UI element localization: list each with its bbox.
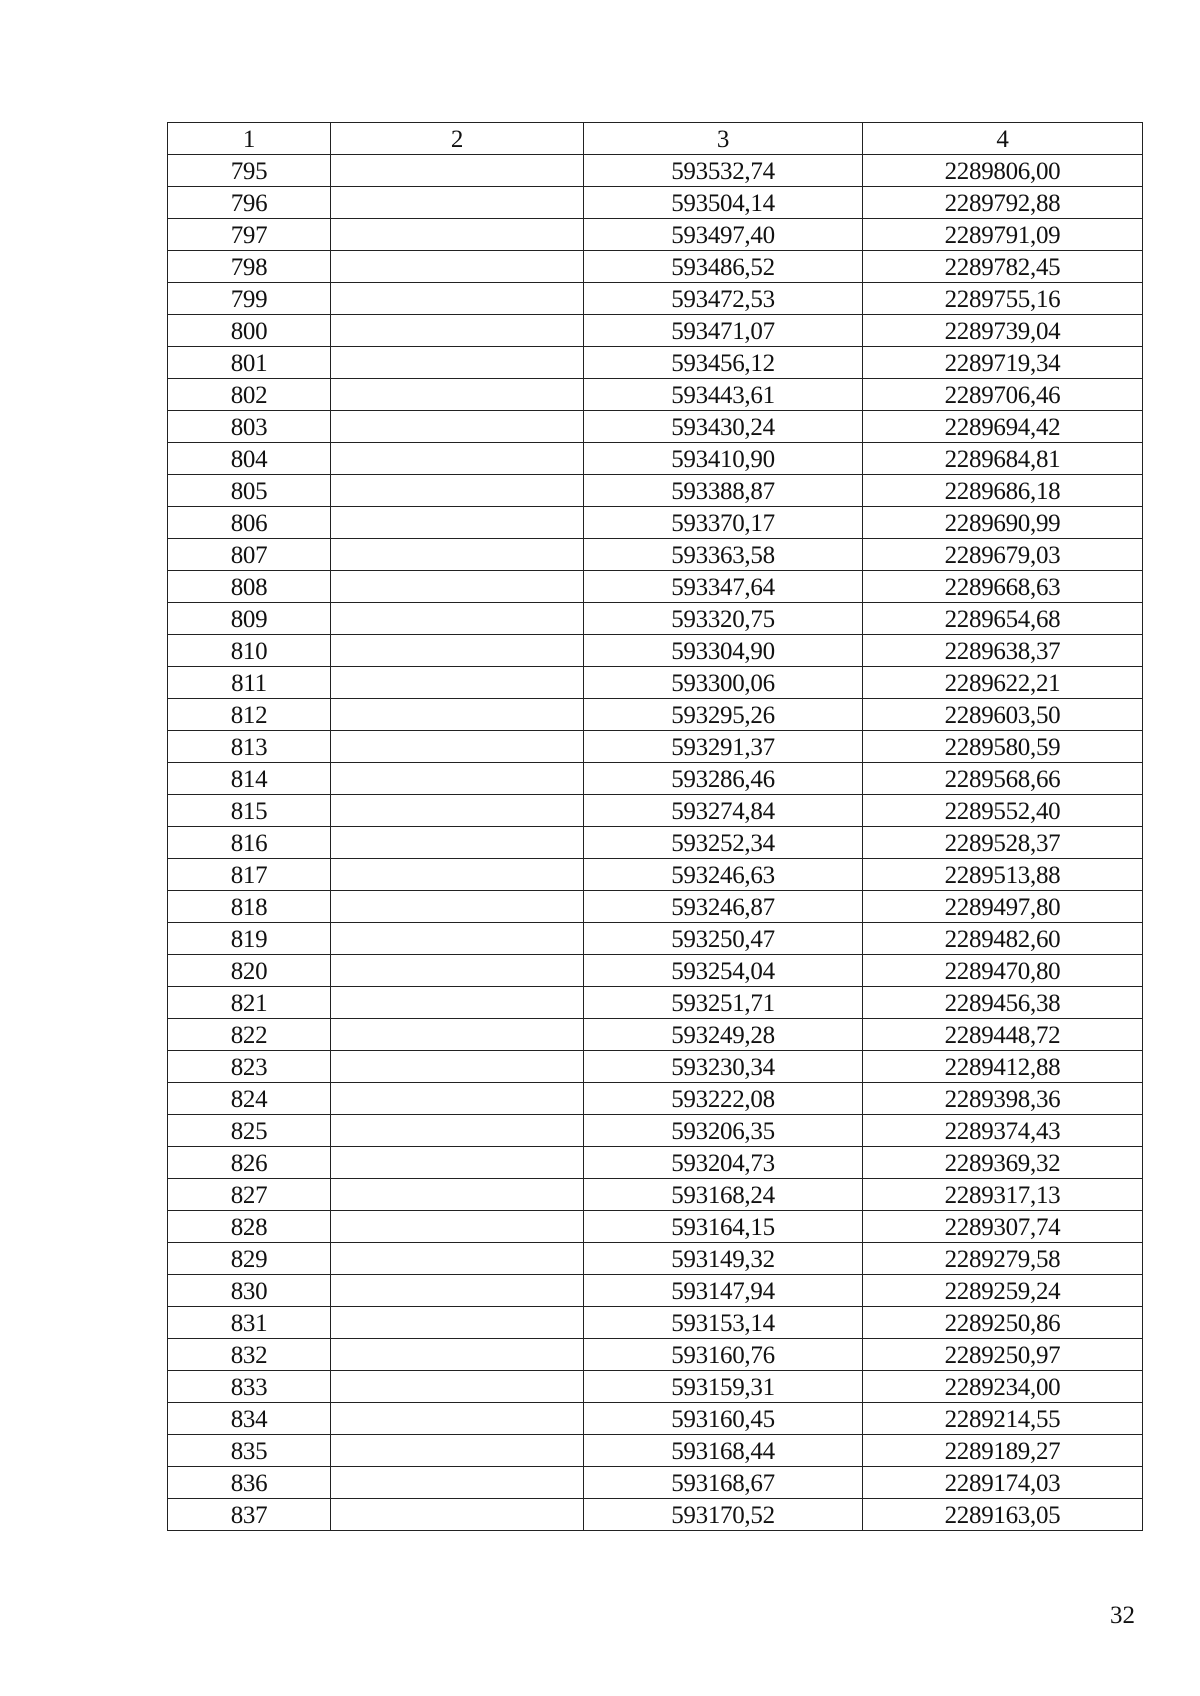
table-cell-col-1: 803 <box>168 411 331 443</box>
table-cell-col-3: 593170,52 <box>584 1499 863 1531</box>
table-cell-col-3: 593222,08 <box>584 1083 863 1115</box>
table-cell-col-1: 833 <box>168 1371 331 1403</box>
table-cell-col-4: 2289497,80 <box>863 891 1143 923</box>
table-cell-col-4: 2289580,59 <box>863 731 1143 763</box>
table-cell-col-3: 593246,87 <box>584 891 863 923</box>
table-row <box>168 315 1143 347</box>
table-row <box>168 251 1143 283</box>
table-cell-col-4: 2289791,09 <box>863 219 1143 251</box>
table-cell-col-1: 836 <box>168 1467 331 1499</box>
table-cell-col-3: 593160,76 <box>584 1339 863 1371</box>
table-cell-col-1: 820 <box>168 955 331 987</box>
table-row <box>168 539 1143 571</box>
table-cell-col-3: 593410,90 <box>584 443 863 475</box>
table-cell-col-3: 593471,07 <box>584 315 863 347</box>
table-cell-col-2 <box>331 795 584 827</box>
header-col-4: 4 <box>863 123 1143 155</box>
table-cell-col-1: 829 <box>168 1243 331 1275</box>
table-cell-col-2 <box>331 891 584 923</box>
table-cell-col-1: 830 <box>168 1275 331 1307</box>
table-row <box>168 699 1143 731</box>
table-cell-col-1: 835 <box>168 1435 331 1467</box>
table-cell-col-1: 818 <box>168 891 331 923</box>
table-cell-col-4: 2289719,34 <box>863 347 1143 379</box>
table-cell-col-1: 826 <box>168 1147 331 1179</box>
table-cell-col-4: 2289806,00 <box>863 155 1143 187</box>
table-cell-col-4: 2289568,66 <box>863 763 1143 795</box>
table-cell-col-3: 593304,90 <box>584 635 863 667</box>
table-cell-col-3: 593347,64 <box>584 571 863 603</box>
table-cell-col-3: 593300,06 <box>584 667 863 699</box>
table-cell-col-4: 2289482,60 <box>863 923 1143 955</box>
table-cell-col-4: 2289234,00 <box>863 1371 1143 1403</box>
table-row <box>168 1499 1143 1531</box>
table-cell-col-1: 801 <box>168 347 331 379</box>
table-row <box>168 443 1143 475</box>
table-cell-col-4: 2289513,88 <box>863 859 1143 891</box>
table-cell-col-3: 593230,34 <box>584 1051 863 1083</box>
header-col-1: 1 <box>168 123 331 155</box>
table-cell-col-2 <box>331 1211 584 1243</box>
table-cell-col-2 <box>331 1467 584 1499</box>
table-cell-col-3: 593532,74 <box>584 155 863 187</box>
table-row <box>168 1179 1143 1211</box>
table-cell-col-4: 2289782,45 <box>863 251 1143 283</box>
table-cell-col-1: 815 <box>168 795 331 827</box>
table-cell-col-4: 2289603,50 <box>863 699 1143 731</box>
table-cell-col-1: 817 <box>168 859 331 891</box>
table-cell-col-2 <box>331 923 584 955</box>
table-cell-col-3: 593363,58 <box>584 539 863 571</box>
table-cell-col-2 <box>331 1435 584 1467</box>
table-cell-col-4: 2289448,72 <box>863 1019 1143 1051</box>
table-cell-col-3: 593204,73 <box>584 1147 863 1179</box>
table-cell-col-4: 2289470,80 <box>863 955 1143 987</box>
table-cell-col-2 <box>331 987 584 1019</box>
table-cell-col-4: 2289189,27 <box>863 1435 1143 1467</box>
table-row <box>168 987 1143 1019</box>
table-cell-col-1: 799 <box>168 283 331 315</box>
table-cell-col-1: 812 <box>168 699 331 731</box>
table-cell-col-1: 807 <box>168 539 331 571</box>
table-row <box>168 891 1143 923</box>
table-row <box>168 379 1143 411</box>
table-cell-col-4: 2289654,68 <box>863 603 1143 635</box>
table-cell-col-2 <box>331 699 584 731</box>
table-row <box>168 1307 1143 1339</box>
table-cell-col-4: 2289792,88 <box>863 187 1143 219</box>
table-cell-col-2 <box>331 187 584 219</box>
table-cell-col-3: 593246,63 <box>584 859 863 891</box>
table-cell-col-2 <box>331 315 584 347</box>
table-cell-col-4: 2289668,63 <box>863 571 1143 603</box>
table-cell-col-1: 811 <box>168 667 331 699</box>
header-col-2: 2 <box>331 123 584 155</box>
table-body <box>168 155 1143 1531</box>
table-cell-col-2 <box>331 283 584 315</box>
table-row <box>168 667 1143 699</box>
table-cell-col-3: 593443,61 <box>584 379 863 411</box>
table-cell-col-1: 795 <box>168 155 331 187</box>
table-cell-col-2 <box>331 347 584 379</box>
table-cell-col-2 <box>331 603 584 635</box>
table-cell-col-2 <box>331 1243 584 1275</box>
table-header <box>168 123 1143 155</box>
table-cell-col-2 <box>331 1499 584 1531</box>
table-cell-col-4: 2289552,40 <box>863 795 1143 827</box>
table-cell-col-3: 593486,52 <box>584 251 863 283</box>
table-row <box>168 1467 1143 1499</box>
table-cell-col-2 <box>331 251 584 283</box>
table-cell-col-2 <box>331 1307 584 1339</box>
table-cell-col-1: 798 <box>168 251 331 283</box>
table-cell-col-3: 593149,32 <box>584 1243 863 1275</box>
table-cell-col-3: 593430,24 <box>584 411 863 443</box>
table-cell-col-1: 808 <box>168 571 331 603</box>
table-cell-col-4: 2289706,46 <box>863 379 1143 411</box>
table-cell-col-4: 2289398,36 <box>863 1083 1143 1115</box>
table-cell-col-2 <box>331 411 584 443</box>
table-cell-col-3: 593286,46 <box>584 763 863 795</box>
table-cell-col-3: 593249,28 <box>584 1019 863 1051</box>
table-row <box>168 1403 1143 1435</box>
table-cell-col-4: 2289684,81 <box>863 443 1143 475</box>
table-cell-col-3: 593251,71 <box>584 987 863 1019</box>
table-cell-col-4: 2289456,38 <box>863 987 1143 1019</box>
table-cell-col-3: 593153,14 <box>584 1307 863 1339</box>
table-cell-col-1: 827 <box>168 1179 331 1211</box>
table-row <box>168 411 1143 443</box>
table-row <box>168 507 1143 539</box>
table-cell-col-4: 2289214,55 <box>863 1403 1143 1435</box>
table-row <box>168 1083 1143 1115</box>
table-cell-col-2 <box>331 1371 584 1403</box>
table-cell-col-2 <box>331 1019 584 1051</box>
table-cell-col-1: 824 <box>168 1083 331 1115</box>
table-row <box>168 859 1143 891</box>
table-cell-col-1: 806 <box>168 507 331 539</box>
page-number: 32 <box>1110 1602 1135 1629</box>
table-row <box>168 603 1143 635</box>
table-row <box>168 1211 1143 1243</box>
table-cell-col-3: 593168,67 <box>584 1467 863 1499</box>
table-cell-col-2 <box>331 475 584 507</box>
table-cell-col-1: 804 <box>168 443 331 475</box>
table-row <box>168 795 1143 827</box>
table-row <box>168 283 1143 315</box>
table-cell-col-3: 593456,12 <box>584 347 863 379</box>
table-cell-col-1: 796 <box>168 187 331 219</box>
table-cell-col-3: 593168,44 <box>584 1435 863 1467</box>
table-cell-col-4: 2289694,42 <box>863 411 1143 443</box>
table-cell-col-1: 800 <box>168 315 331 347</box>
table-cell-col-2 <box>331 443 584 475</box>
table-cell-col-4: 2289259,24 <box>863 1275 1143 1307</box>
table-cell-col-1: 837 <box>168 1499 331 1531</box>
table-cell-col-2 <box>331 1275 584 1307</box>
table-cell-col-1: 821 <box>168 987 331 1019</box>
table-cell-col-2 <box>331 1083 584 1115</box>
table-cell-col-1: 802 <box>168 379 331 411</box>
table-cell-col-3: 593250,47 <box>584 923 863 955</box>
table-cell-col-2 <box>331 667 584 699</box>
table-cell-col-1: 825 <box>168 1115 331 1147</box>
table-cell-col-4: 2289250,97 <box>863 1339 1143 1371</box>
table-cell-col-1: 828 <box>168 1211 331 1243</box>
table-cell-col-3: 593160,45 <box>584 1403 863 1435</box>
table-cell-col-2 <box>331 1179 584 1211</box>
table-cell-col-4: 2289690,99 <box>863 507 1143 539</box>
table-cell-col-4: 2289374,43 <box>863 1115 1143 1147</box>
header-row <box>168 123 1143 155</box>
table-row <box>168 1115 1143 1147</box>
table-cell-col-2 <box>331 1115 584 1147</box>
table-cell-col-3: 593252,34 <box>584 827 863 859</box>
table-cell-col-2 <box>331 955 584 987</box>
table-row <box>168 347 1143 379</box>
table-cell-col-2 <box>331 1403 584 1435</box>
table-cell-col-4: 2289622,21 <box>863 667 1143 699</box>
table-cell-col-4: 2289412,88 <box>863 1051 1143 1083</box>
table-row <box>168 219 1143 251</box>
table-cell-col-3: 593168,24 <box>584 1179 863 1211</box>
table-row <box>168 187 1143 219</box>
header-col-3: 3 <box>584 123 863 155</box>
table-cell-col-2 <box>331 219 584 251</box>
table-cell-col-1: 831 <box>168 1307 331 1339</box>
table-cell-col-1: 819 <box>168 923 331 955</box>
table-cell-col-1: 832 <box>168 1339 331 1371</box>
table-cell-col-2 <box>331 635 584 667</box>
table-cell-col-3: 593254,04 <box>584 955 863 987</box>
table-cell-col-4: 2289755,16 <box>863 283 1143 315</box>
table-cell-col-1: 805 <box>168 475 331 507</box>
table-cell-col-1: 814 <box>168 763 331 795</box>
table-row <box>168 1275 1143 1307</box>
table-row <box>168 1147 1143 1179</box>
table-cell-col-1: 823 <box>168 1051 331 1083</box>
table-cell-col-2 <box>331 763 584 795</box>
table-row <box>168 1435 1143 1467</box>
table-cell-col-1: 822 <box>168 1019 331 1051</box>
table-cell-col-4: 2289528,37 <box>863 827 1143 859</box>
table-cell-col-3: 593497,40 <box>584 219 863 251</box>
table-cell-col-4: 2289679,03 <box>863 539 1143 571</box>
table-cell-col-4: 2289317,13 <box>863 1179 1143 1211</box>
table-cell-col-1: 797 <box>168 219 331 251</box>
table-cell-col-4: 2289369,32 <box>863 1147 1143 1179</box>
table-cell-col-2 <box>331 539 584 571</box>
table-cell-col-2 <box>331 859 584 891</box>
table-cell-col-3: 593291,37 <box>584 731 863 763</box>
table-row <box>168 571 1143 603</box>
table-row <box>168 1371 1143 1403</box>
table-cell-col-3: 593206,35 <box>584 1115 863 1147</box>
table-row <box>168 1051 1143 1083</box>
table-cell-col-4: 2289163,05 <box>863 1499 1143 1531</box>
table-cell-col-1: 813 <box>168 731 331 763</box>
table-cell-col-2 <box>331 1339 584 1371</box>
table-cell-col-3: 593388,87 <box>584 475 863 507</box>
table-cell-col-4: 2289307,74 <box>863 1211 1143 1243</box>
table-cell-col-3: 593320,75 <box>584 603 863 635</box>
table-cell-col-1: 834 <box>168 1403 331 1435</box>
table-cell-col-4: 2289174,03 <box>863 1467 1143 1499</box>
table-row <box>168 1243 1143 1275</box>
table-row <box>168 923 1143 955</box>
table-cell-col-4: 2289279,58 <box>863 1243 1143 1275</box>
table-cell-col-3: 593472,53 <box>584 283 863 315</box>
table-cell-col-2 <box>331 1051 584 1083</box>
table-cell-col-2 <box>331 507 584 539</box>
table-cell-col-1: 816 <box>168 827 331 859</box>
table-cell-col-2 <box>331 571 584 603</box>
table-cell-col-3: 593295,26 <box>584 699 863 731</box>
table-cell-col-3: 593504,14 <box>584 187 863 219</box>
table-row <box>168 1019 1143 1051</box>
table-cell-col-3: 593159,31 <box>584 1371 863 1403</box>
table-cell-col-4: 2289739,04 <box>863 315 1143 347</box>
table-cell-col-3: 593147,94 <box>584 1275 863 1307</box>
table-cell-col-1: 810 <box>168 635 331 667</box>
table-cell-col-2 <box>331 1147 584 1179</box>
table-cell-col-4: 2289250,86 <box>863 1307 1143 1339</box>
table-row <box>168 155 1143 187</box>
table-cell-col-3: 593370,17 <box>584 507 863 539</box>
table-cell-col-2 <box>331 827 584 859</box>
table-row <box>168 731 1143 763</box>
table-row <box>168 763 1143 795</box>
table-cell-col-3: 593164,15 <box>584 1211 863 1243</box>
table-cell-col-4: 2289638,37 <box>863 635 1143 667</box>
table-cell-col-2 <box>331 379 584 411</box>
table-cell-col-3: 593274,84 <box>584 795 863 827</box>
table-cell-col-2 <box>331 731 584 763</box>
table-row <box>168 827 1143 859</box>
table-cell-col-4: 2289686,18 <box>863 475 1143 507</box>
table-row <box>168 475 1143 507</box>
coordinates-table <box>167 122 1143 1531</box>
table-row <box>168 955 1143 987</box>
table-row <box>168 635 1143 667</box>
table-row <box>168 1339 1143 1371</box>
table-cell-col-2 <box>331 155 584 187</box>
table-cell-col-1: 809 <box>168 603 331 635</box>
